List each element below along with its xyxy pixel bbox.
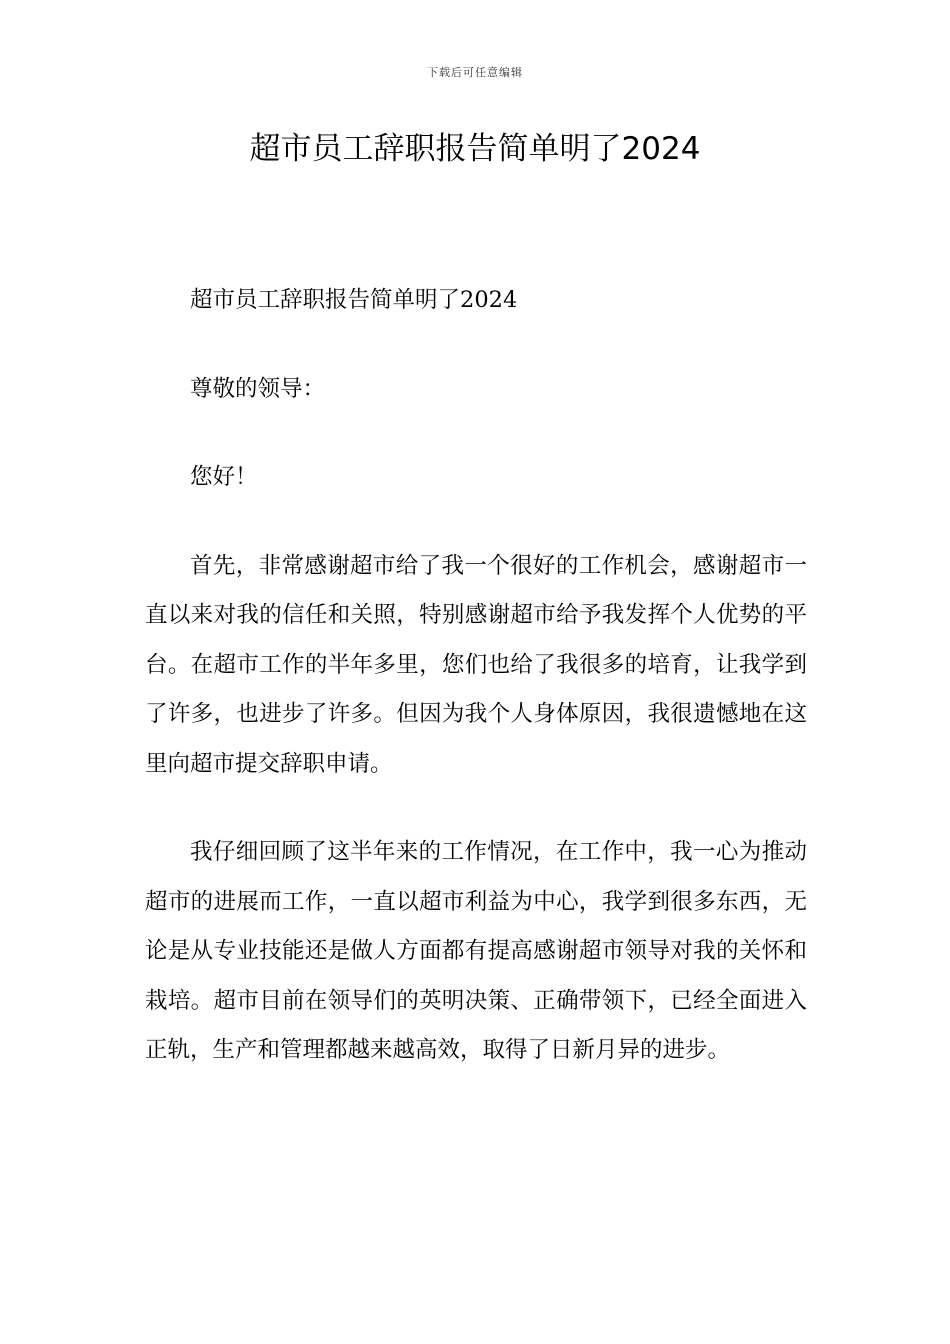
paragraph-body-1: 首先，非常感谢超市给了我一个很好的工作机会，感谢超市一直以来对我的信任和关照，特别感谢超市给予我发挥个人优势的平台。在超市工作的半年多里，您们也给了我很多的培育，让我学到了许多，也进步了许多。但因为我个人身体原因，我很遗憾地在这里向超市提交辞职申请。: [145, 552, 807, 777]
header-note: 下载后可任意编辑: [427, 66, 523, 79]
document-body: [145, 276, 807, 1076]
paragraph-salutation: 尊敬的领导：: [190, 375, 326, 402]
document-title: 超市员工辞职报告简单明了2024: [249, 131, 701, 167]
paragraph-greeting: 您好！: [190, 464, 258, 490]
paragraph-subtitle: 超市员工辞职报告简单明了2024: [190, 287, 518, 313]
paragraph-body-2: 我仔细回顾了这半年来的工作情况，在工作中，我一心为推动超市的进展而工作，一直以超市利益为中心，我学到很多东西，无论是从专业技能还是做人方面都有提高感谢超市领导对我的关怀和栽培。超市目前在领导们的英明决策、正确带领下，已经全面进入正轨，生产和管理都越来越高效，取得了日新月异的进步。: [145, 839, 807, 1063]
